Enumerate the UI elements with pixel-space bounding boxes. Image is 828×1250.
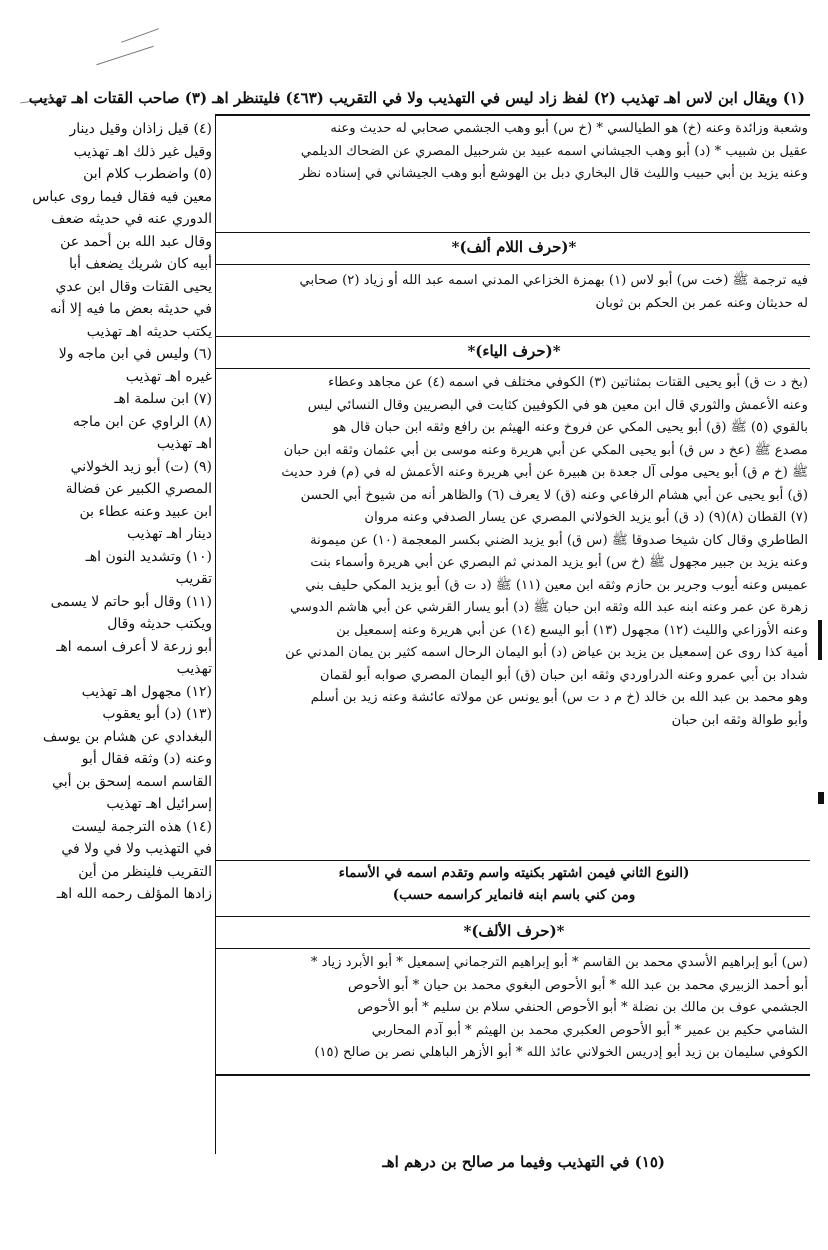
sidenote-line: وقال عبد الله بن أحمد عن (60, 233, 212, 250)
text-line: ﷺ (خ م ق) أبو يحيى مولى آل جعدة بن هبيرة عن أبي هريرة وعنه الأعمش له في (م) فرد حديث (281, 465, 808, 480)
sidenote-line: دينار اهـ تهذيب (127, 526, 212, 542)
divider-rule (215, 368, 810, 369)
divider-rule (215, 264, 810, 265)
text-line: زهرة عن عمر وعنه ابنه عبد الله وثقه ابن حبان ﷺ (د) أبو يسار القرشي عن أبي هاشم الدوسي (290, 600, 808, 615)
text-line: أمية كذا روى عن إسمعيل بن يزيد بن عياض (د) أبو اليمان الرحال اسمه كثير بن يمان المدني عن (285, 645, 808, 660)
text-line: وعنه يزيد بن جبير مجهول ﷺ (خ س) أبو يزيد المدني ثم البصري عن أبي هريرة وأسماء بنت (310, 555, 808, 570)
text-line: شداد بن أبي عمرو وعنه الدراوردي وثقه ابن حبان (ق) أبو اليمان المصري صوابه أبو لقمان (320, 667, 808, 683)
sidenote-line: وقيل غير ذلك اهـ تهذيب (73, 143, 212, 160)
text-line: الكوفي سليمان بن زيد أبو إدريس الخولاني عائذ الله * أبو الأزهر الباهلي نصر بن صالح (١٥) (314, 1045, 808, 1060)
sidenote-line: القاسم اسمه إسحق بن أبي (52, 773, 212, 790)
sidenote-line: غيره اهـ تهذيب (125, 368, 212, 385)
sidenote-line: (٧) ابن سلمة اهـ (114, 391, 212, 407)
bottom-footnote: (١٥) في التهذيب وفيما مر صالح بن درهم اهـ (382, 1153, 665, 1171)
text-line: الجشمي عوف بن مالك بن نضلة * أبو الأحوص الحنفي سلام بن سليم * أبو الأحوص (357, 1000, 808, 1015)
entry-block-1 (220, 118, 808, 186)
section-heading-lam-alif: *(حرف اللام ألف)* (451, 238, 577, 256)
sidenotes-column (32, 118, 212, 906)
entry-block-2 (220, 270, 808, 315)
sidenote-line: تقريب (175, 571, 212, 587)
text-line: وهو محمد بن عبد الله بن خالد (خ م د ت س) أبو يونس عن مولاته عائشة وعنه زيد بن أسلم (310, 690, 808, 705)
sidenote-line: (٤) قيل زاذان وقيل دينار (69, 121, 212, 137)
text-line: (س) أبو إبراهيم الأسدي محمد بن القاسم * أبو إبراهيم الترجماني إسمعيل * أبو الأبرد زياد * (310, 955, 808, 970)
sidenote-line: البغدادي عن هشام بن يوسف (42, 728, 212, 745)
text-line: مصدع ﷺ (عخ د س ق) أبو يحيى المكي عن أبي هريرة وعنه موسى بن أبي عثمان وثقه ابن حبان (283, 442, 808, 458)
text-line: الشامي حكيم بن عمير * أبو الأحوص العكبري محمد بن الهيثم * أبو آدم المحاربي (371, 1022, 808, 1038)
divider-rule (215, 1074, 810, 1076)
section-heading-ya: *(حرف الياء)* (467, 342, 561, 360)
sidenote-line: الدوري عنه في حديثه ضعف (51, 211, 212, 227)
sidenote-line: في حديثه بعض ما فيه إلا أنه (50, 301, 212, 317)
divider-rule (215, 860, 810, 861)
sidenote-line: (٨) الراوي عن ابن ماجه (72, 413, 212, 430)
text-line: وعنه الأعمش والثوري قال ابن معين هو في الكوفيين كثابت في البصريين وقال النسائي ليس (307, 397, 808, 413)
section-heading-kind-two (220, 862, 808, 906)
divider-rule (215, 948, 810, 949)
column-divider (215, 114, 216, 1154)
sidenote-line: (٩) (ت) أبو زيد الخولاني (70, 458, 212, 475)
divider-rule (215, 336, 810, 337)
sidenote-line: ويكتب حديثه وقال (107, 616, 212, 632)
section-heading-line: (النوع الثاني فيمن اشتهر بكنيته واسم وتقدم اسمه في الأسماء (338, 865, 690, 881)
text-line: عميس وعنه أيوب وجرير بن حازم وثقه ابن معين (١١) ﷺ (د ت ق) أبو يزيد المكي حليف بني (305, 577, 808, 593)
text-line: عقيل بن شبيب * (د) أبو وهب الجيشاني اسمه عبيد بن شرحبيل المصري عن الضحاك الديلمي (300, 143, 808, 159)
divider-rule (215, 916, 810, 917)
text-line: (ق) أبو يحيى عن أبي هشام الرفاعي وعنه (ق) لا يعرف (٦) والظاهر أنه من شيوخ أبي الحسن (300, 487, 808, 503)
sidenote-line: يحيى القتات وقال ابن عدي (55, 278, 212, 295)
section-heading-line: ومن كني باسم ابنه فانماير كراسمه حسب) (392, 887, 636, 903)
sidenote-line: اهـ تهذيب (156, 436, 212, 452)
section-heading-alif: *(حرف الألف)* (463, 922, 565, 940)
sidenote-line: يكتب حديثه اهـ تهذيب (86, 323, 212, 340)
text-line: وعنه يزيد بن أبي حبيب والليث قال البخاري دبل بن الهوشع أبو وهب الجيشاني في إسناده نظر (299, 166, 808, 181)
sidenote-line: (٥) واضطرب كلام ابن (83, 166, 212, 182)
sidenote-line: ابن عبيد وعنه عطاء بن (79, 503, 212, 520)
sidenote-line: معين فيه فقال فيما روى عباس (32, 188, 212, 205)
entry-block-3 (220, 372, 808, 732)
sidenote-line: التقريب فلينظر من أين (78, 863, 212, 880)
sidenote-line: أبو زرعة لا أعرف اسمه اهـ (56, 638, 212, 655)
sidenote-line: (١١) وقال أبو حاتم لا يسمى (50, 593, 212, 610)
sidenote-line: (١٢) مجهول اهـ تهذيب (81, 683, 212, 700)
sidenote-line: (١٣) (د) أبو يعقوب (102, 706, 212, 722)
sidenote-line: في التهذيب ولا في ولا في (61, 841, 212, 857)
sidenote-line: المصري الكبير عن فضالة (65, 481, 212, 497)
sidenote-line: (٦) وليس في ابن ماجه ولا (58, 346, 212, 362)
text-line: فيه ترجمة ﷺ (خت س) أبو لاس (١) بهمزة الخزاعي المدني اسمه عبد الله أو زياد (٢) صحابي (299, 273, 808, 288)
text-line: بالقوي (٥) ﷺ (ق) أبو يحيى المكي عن فروخ وعنه الهيثم بن رافع وثقه ابن حبان قال هو (332, 420, 808, 435)
sidenote-line: تهذيب (176, 661, 212, 677)
pen-scribble (121, 28, 159, 43)
entry-block-4 (220, 952, 808, 1065)
pen-scribble (96, 46, 153, 65)
margin-bar-mark (818, 620, 822, 660)
text-line: الطاطري وقال كان شيخا صدوقا ﷺ (س ق) أبو يزيد الضني بكسر المعجمة (١٠) عن ميمونة (310, 532, 808, 548)
text-line: أبو أحمد الزبيري محمد بن عبد الله * أبو الأحوص البغوي محمد بن حيان * أبو الأحوص (348, 977, 808, 993)
page-header: (١) ويقال ابن لاس اهـ تهذيب (٢) لفظ زاد ليس في التهذيب ولا في التقريب (٤٦٣) فليتنظر اهـ (٣) صاحب القتات اهـ تهذيب (28, 89, 805, 107)
sidenote-line: أبيه كان شريك يضعف أبا (68, 256, 212, 272)
text-line: وأبو طوالة وثقه ابن حبان (671, 712, 808, 728)
text-line: (بخ د ت ق) أبو يحيى القتات بمثناتين (٣) الكوفي مختلف في اسمه (٤) عن مجاهد وعطاء (328, 375, 808, 390)
sidenote-line: زادها المؤلف رحمه الله اهـ (56, 886, 212, 902)
sidenote-line: (١٠) وتشديد النون اهـ (85, 548, 212, 565)
margin-dot-mark (818, 792, 824, 804)
sidenote-line: (١٤) هذه الترجمة ليست (71, 818, 212, 835)
divider-rule (215, 114, 810, 116)
sidenote-line: وعنه (د) وثقه فقال أبو (81, 751, 212, 767)
text-line: وعنه الأوزاعي والليث (١٢) مجهول (١٣) أبو اليسع (١٤) عن أبي هريرة وعنه إسمعيل بن (336, 622, 808, 638)
text-line: (٧) القطان (٨)(٩) (د ق) أبو يزيد الخولاني المصري عن يسار الصدفي وعنه مروان (364, 510, 808, 525)
text-line: له حديثان وعنه عمر بن الحكم بن ثوبان (595, 295, 808, 311)
sidenote-line: إسرائيل اهـ تهذيب (106, 796, 212, 812)
divider-rule (215, 232, 810, 233)
text-line: وشعبة وزائدة وعنه (خ) هو الطيالسي * (خ س) أبو وهب الجشمي صحابي له حديث وعنه (330, 121, 808, 136)
